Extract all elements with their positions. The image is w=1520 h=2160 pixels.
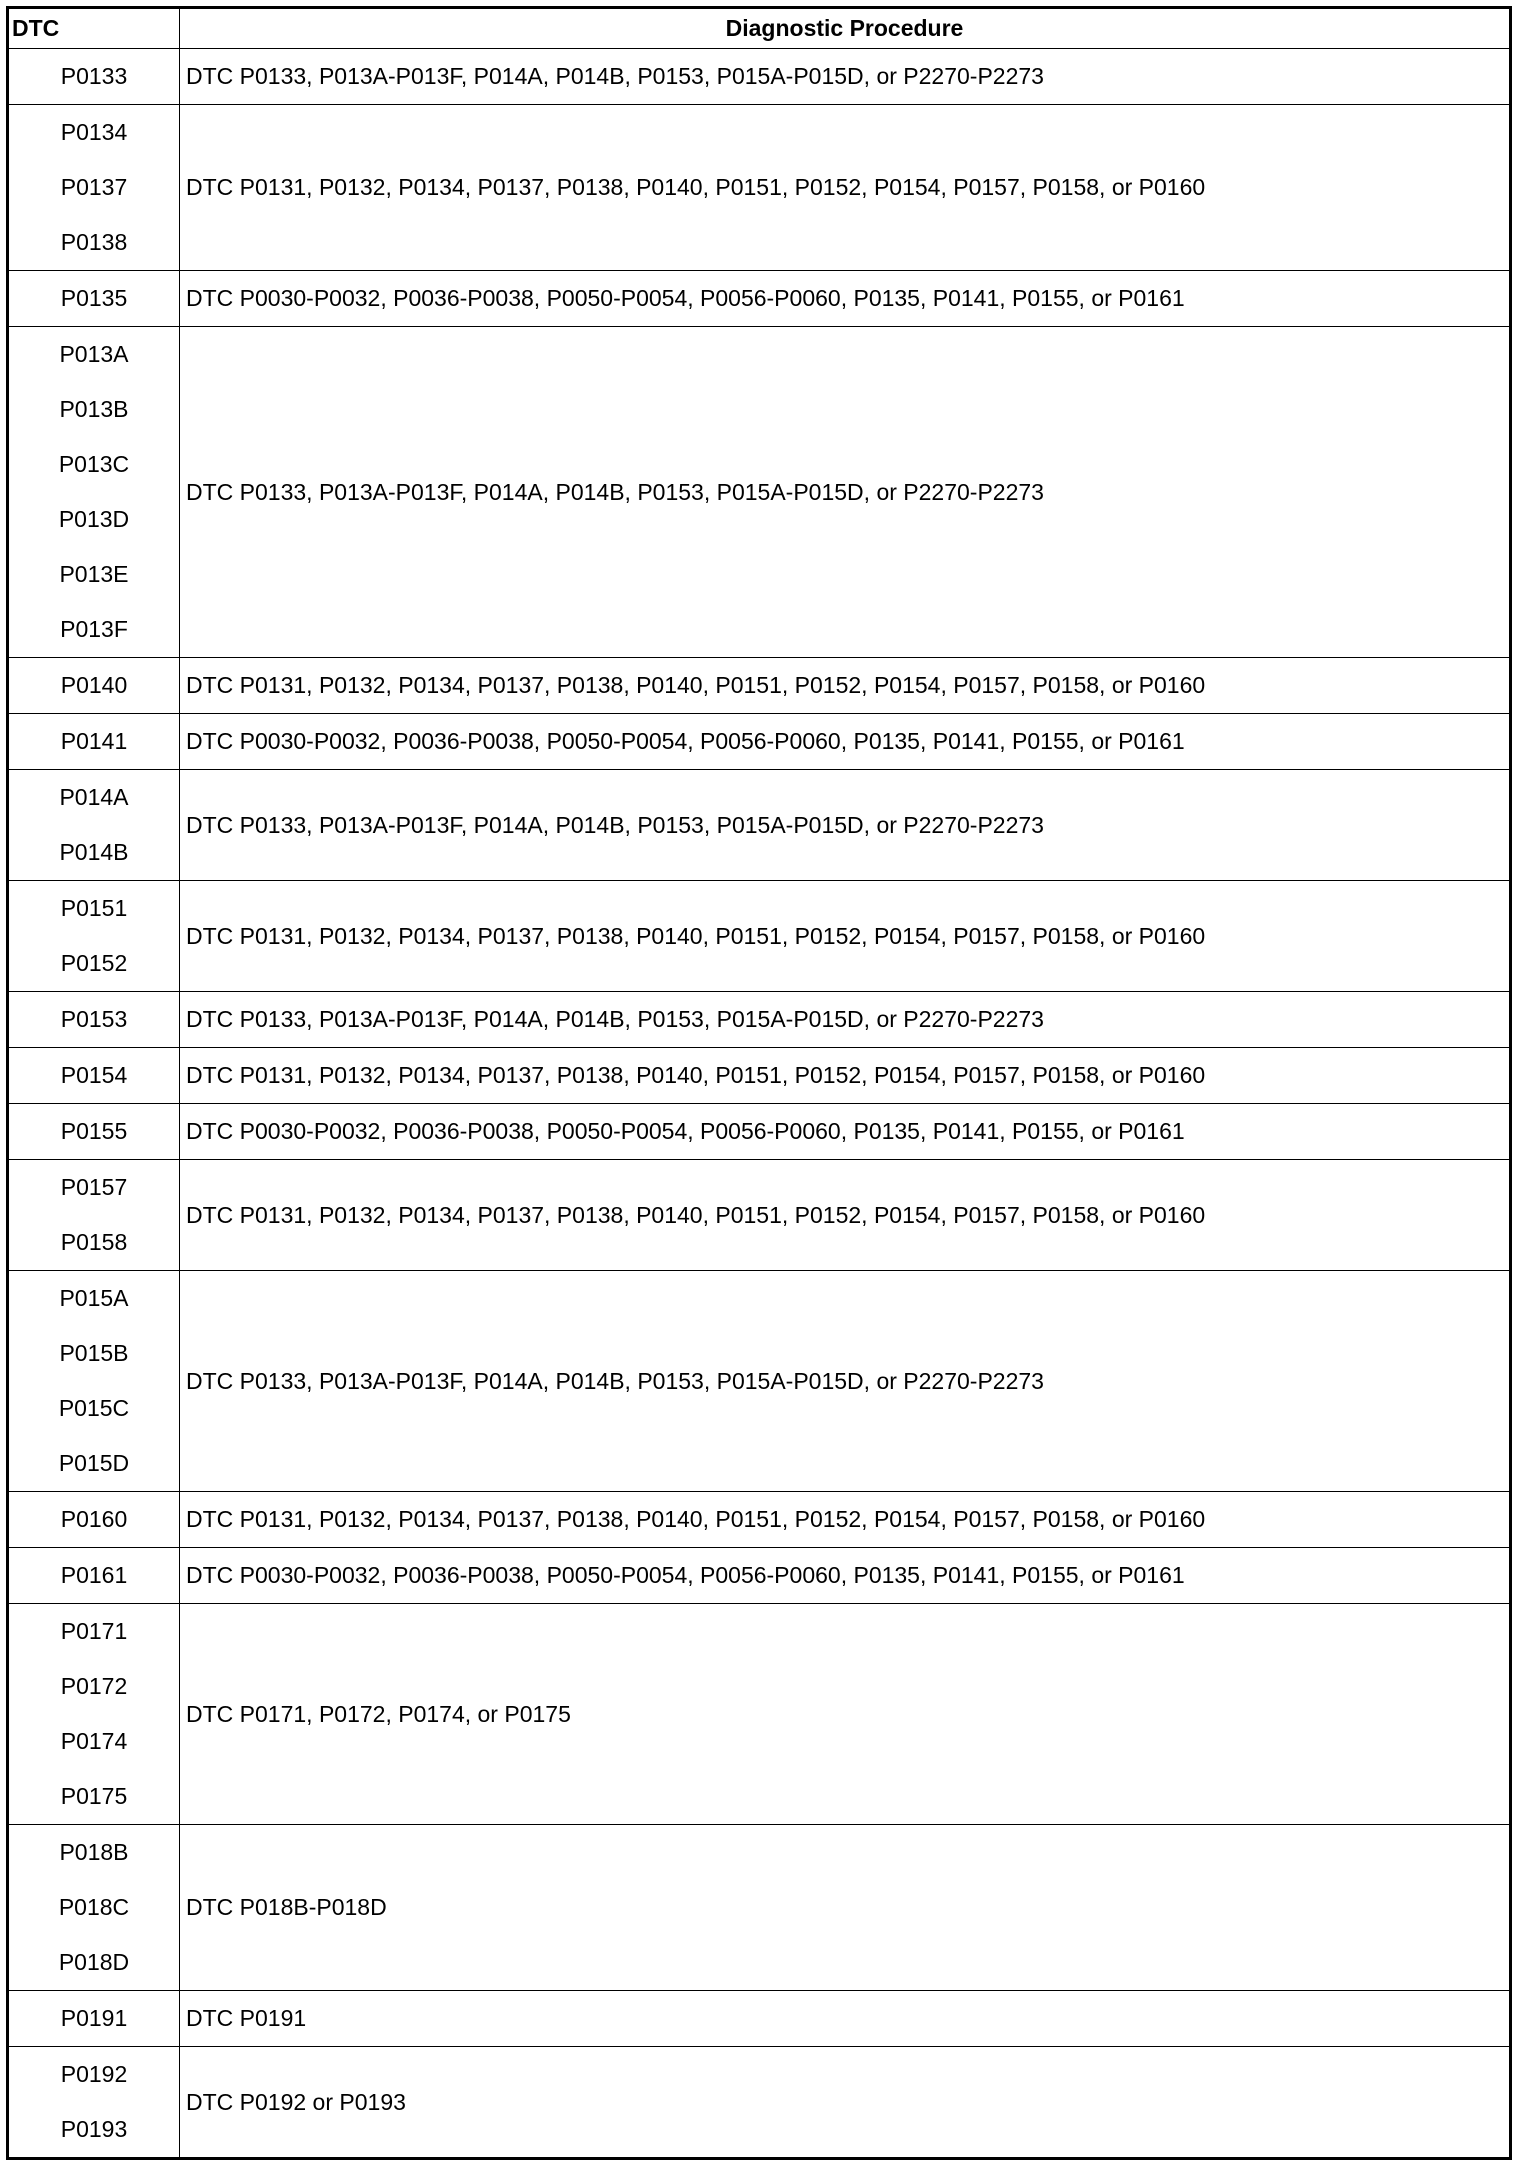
- dtc-code: P013D: [58, 506, 130, 532]
- dtc-cell: [8, 1048, 180, 1104]
- table-row: [8, 992, 1511, 1048]
- dtc-code: P013F: [60, 616, 128, 642]
- dtc-cell: [8, 770, 180, 881]
- table-row: [8, 658, 1511, 714]
- dtc-code: P013B: [59, 396, 129, 422]
- dtc-code: P0172: [60, 1673, 128, 1699]
- procedure-cell: DTC P0133, P013A-P013F, P014A, P014B, P0153, P015A-P015D, or P2270-P2273: [180, 992, 1511, 1048]
- dtc-code: P0193: [60, 2116, 128, 2142]
- dtc-cell: [8, 1104, 180, 1160]
- dtc-code: P018C: [58, 1894, 130, 1920]
- procedure-column-header: Diagnostic Procedure: [180, 8, 1511, 49]
- dtc-code: P0135: [60, 285, 128, 311]
- dtc-procedure-table: [6, 6, 1512, 2160]
- dtc-cell: [8, 1492, 180, 1548]
- dtc-cell: [8, 1160, 180, 1271]
- dtc-cell: [8, 1271, 180, 1492]
- table-row: [8, 49, 1511, 105]
- procedure-cell: DTC P0133, P013A-P013F, P014A, P014B, P0153, P015A-P015D, or P2270-P2273: [180, 327, 1511, 658]
- table-row: [8, 1271, 1511, 1492]
- procedure-cell: DTC P0030-P0032, P0036-P0038, P0050-P0054, P0056-P0060, P0135, P0141, P0155, or P0161: [180, 1104, 1511, 1160]
- procedure-cell: DTC P0192 or P0193: [180, 2047, 1511, 2159]
- table-row: [8, 1604, 1511, 1825]
- table-row: [8, 1492, 1511, 1548]
- dtc-code: P015B: [59, 1340, 129, 1366]
- dtc-code: P0133: [60, 63, 128, 89]
- dtc-code: P013C: [58, 451, 130, 477]
- table-row: [8, 1825, 1511, 1991]
- dtc-cell: [8, 1548, 180, 1604]
- procedure-cell: DTC P0133, P013A-P013F, P014A, P014B, P0153, P015A-P015D, or P2270-P2273: [180, 49, 1511, 105]
- procedure-cell: DTC P0171, P0172, P0174, or P0175: [180, 1604, 1511, 1825]
- dtc-code: P014B: [59, 839, 129, 865]
- dtc-code: P018D: [58, 1949, 130, 1975]
- table-row: [8, 881, 1511, 992]
- procedure-cell: DTC P0131, P0132, P0134, P0137, P0138, P0140, P0151, P0152, P0154, P0157, P0158, or P0160: [180, 658, 1511, 714]
- dtc-code: P0134: [60, 119, 128, 145]
- table-row: [8, 770, 1511, 881]
- dtc-code: P0174: [60, 1728, 128, 1754]
- dtc-code: P015D: [58, 1450, 130, 1476]
- table-row: [8, 1104, 1511, 1160]
- table-body: [8, 49, 1511, 2159]
- dtc-code: P015C: [58, 1395, 130, 1421]
- procedure-cell: DTC P0131, P0132, P0134, P0137, P0138, P0140, P0151, P0152, P0154, P0157, P0158, or P0160: [180, 1492, 1511, 1548]
- dtc-cell: [8, 271, 180, 327]
- dtc-code: P0152: [60, 950, 128, 976]
- dtc-code: P0191: [60, 2005, 128, 2031]
- table-row: [8, 105, 1511, 271]
- table-row: [8, 1048, 1511, 1104]
- dtc-code: P0158: [60, 1229, 128, 1255]
- procedure-cell: DTC P0131, P0132, P0134, P0137, P0138, P0140, P0151, P0152, P0154, P0157, P0158, or P0160: [180, 1160, 1511, 1271]
- table-row: [8, 1160, 1511, 1271]
- procedure-cell: DTC P018B-P018D: [180, 1825, 1511, 1991]
- table-row: [8, 271, 1511, 327]
- dtc-code: P0161: [60, 1562, 128, 1588]
- dtc-cell: [8, 327, 180, 658]
- dtc-code: P0140: [60, 672, 128, 698]
- table-row: [8, 714, 1511, 770]
- dtc-cell: [8, 105, 180, 271]
- dtc-cell: [8, 1604, 180, 1825]
- procedure-cell: DTC P0133, P013A-P013F, P014A, P014B, P0153, P015A-P015D, or P2270-P2273: [180, 1271, 1511, 1492]
- procedure-cell: DTC P0030-P0032, P0036-P0038, P0050-P0054, P0056-P0060, P0135, P0141, P0155, or P0161: [180, 271, 1511, 327]
- dtc-cell: [8, 881, 180, 992]
- dtc-cell: [8, 1991, 180, 2047]
- dtc-code: P013A: [59, 341, 129, 367]
- dtc-cell: [8, 658, 180, 714]
- dtc-cell: [8, 1825, 180, 1991]
- dtc-code: P0138: [60, 229, 128, 255]
- dtc-code: P0160: [60, 1506, 128, 1532]
- dtc-code: P0151: [60, 895, 128, 921]
- dtc-code: P0153: [60, 1006, 128, 1032]
- dtc-cell: [8, 2047, 180, 2159]
- dtc-code: P0141: [60, 728, 128, 754]
- dtc-code: P0175: [60, 1783, 128, 1809]
- dtc-code: P0155: [60, 1118, 128, 1144]
- procedure-cell: DTC P0133, P013A-P013F, P014A, P014B, P0153, P015A-P015D, or P2270-P2273: [180, 770, 1511, 881]
- table-row: [8, 2047, 1511, 2159]
- table-row: [8, 1548, 1511, 1604]
- procedure-cell: DTC P0030-P0032, P0036-P0038, P0050-P0054, P0056-P0060, P0135, P0141, P0155, or P0161: [180, 1548, 1511, 1604]
- dtc-code: P018B: [59, 1839, 129, 1865]
- procedure-cell: DTC P0131, P0132, P0134, P0137, P0138, P0140, P0151, P0152, P0154, P0157, P0158, or P0160: [180, 881, 1511, 992]
- dtc-code: P0154: [60, 1062, 128, 1088]
- procedure-cell: DTC P0131, P0132, P0134, P0137, P0138, P0140, P0151, P0152, P0154, P0157, P0158, or P0160: [180, 105, 1511, 271]
- dtc-column-header: DTC: [8, 8, 180, 49]
- dtc-cell: [8, 714, 180, 770]
- dtc-cell: [8, 49, 180, 105]
- procedure-cell: DTC P0030-P0032, P0036-P0038, P0050-P0054, P0056-P0060, P0135, P0141, P0155, or P0161: [180, 714, 1511, 770]
- dtc-code: P015A: [59, 1285, 129, 1311]
- dtc-code: P0192: [60, 2061, 128, 2087]
- procedure-cell: DTC P0191: [180, 1991, 1511, 2047]
- procedure-cell: DTC P0131, P0132, P0134, P0137, P0138, P0140, P0151, P0152, P0154, P0157, P0158, or P0160: [180, 1048, 1511, 1104]
- dtc-code: P0171: [60, 1618, 128, 1644]
- header-row: [8, 8, 1511, 49]
- dtc-code: P013E: [59, 561, 129, 587]
- table-row: [8, 1991, 1511, 2047]
- dtc-cell: [8, 992, 180, 1048]
- dtc-code: P014A: [59, 784, 129, 810]
- dtc-code: P0157: [60, 1174, 128, 1200]
- table-row: [8, 327, 1511, 658]
- dtc-code: P0137: [60, 174, 128, 200]
